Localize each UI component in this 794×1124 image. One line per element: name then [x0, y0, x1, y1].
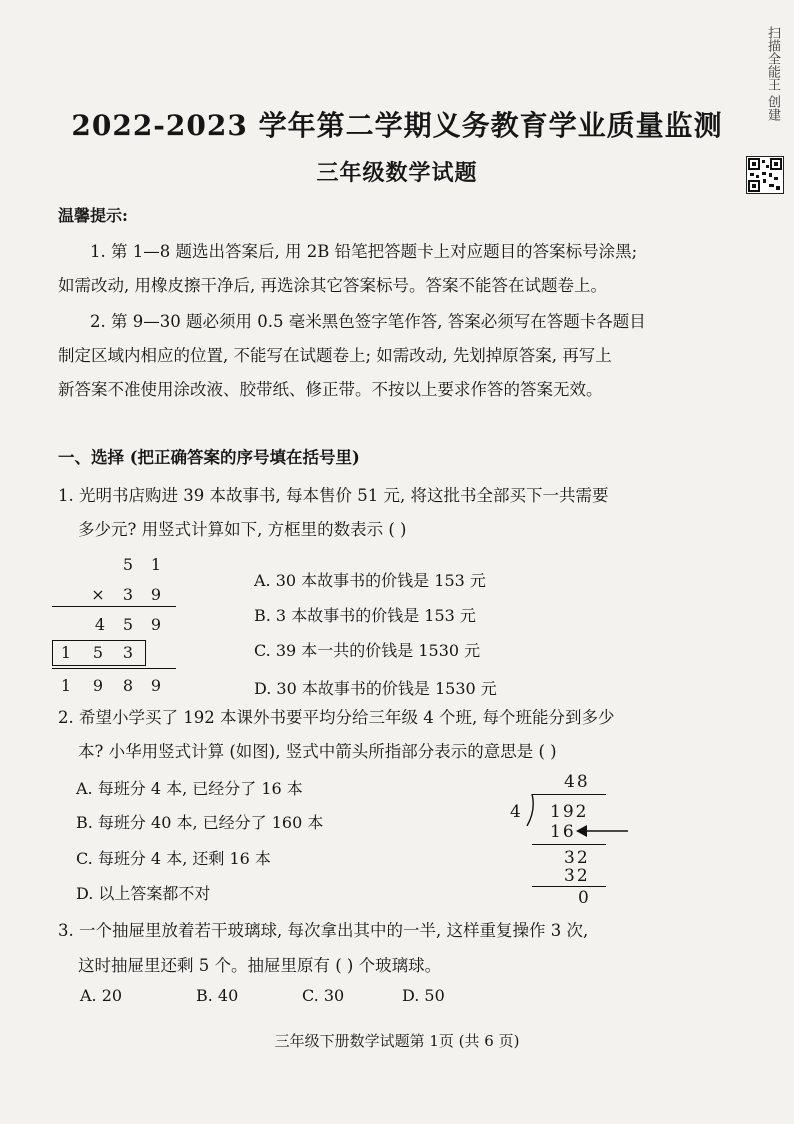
arrow-left-icon — [574, 822, 630, 840]
division-quotient: 48 — [564, 772, 590, 792]
division-bar — [532, 794, 606, 795]
page-footer: 三年级下册数学试题第 1页 (共 6 页) — [274, 1032, 520, 1050]
division-remainder: 0 — [578, 888, 589, 908]
division-step-1: 16 — [550, 822, 576, 842]
q3-option-d: D. 50 — [402, 986, 445, 1005]
q1-calc-rule — [52, 668, 176, 669]
q1-stem-line-1: 1. 光明书店购进 39 本故事书, 每本售价 51 元, 将这批书全部买下一共需要 — [58, 486, 609, 505]
tips-heading: 温馨提示: — [58, 206, 128, 225]
q3-option-a: A. 20 — [80, 986, 123, 1005]
q1-calc-digit: 3 — [122, 643, 134, 662]
q1-calc-digit: 5 — [122, 555, 134, 574]
q1-stem-line-2: 多少元? 用竖式计算如下, 方框里的数表示 ( ) — [78, 520, 407, 539]
q3-stem-line-2: 这时抽屉里还剩 5 个。抽屉里原有 ( ) 个玻璃球。 — [78, 956, 442, 975]
tip-1-line-1: 1. 第 1—8 题选出答案后, 用 2B 铅笔把答题卡上对应题目的答案标号涂黑; — [90, 242, 638, 261]
q1-option-d: D. 30 本故事书的价钱是 1530 元 — [254, 679, 497, 698]
q1-calc-digit: 5 — [92, 643, 104, 662]
q1-calc-digit: 3 — [122, 585, 134, 604]
division-divisor: 4 — [510, 802, 521, 822]
q1-option-c: C. 39 本一共的价钱是 1530 元 — [254, 641, 481, 660]
q3-stem-line-1: 3. 一个抽屉里放着若干玻璃球, 每次拿出其中的一半, 这样重复操作 3 次, — [58, 921, 589, 940]
q3-option-c: C. 30 — [302, 986, 345, 1005]
division-dividend: 192 — [550, 802, 589, 822]
q1-calc-digit: 9 — [150, 676, 162, 695]
q2-option-b: B. 每班分 40 本, 已经分了 160 本 — [76, 813, 324, 832]
exam-title: 2022-2023 学年第二学期义务教育学业质量监测 — [71, 109, 723, 142]
q1-calc-digit: 8 — [122, 676, 134, 695]
division-bracket — [524, 794, 538, 826]
q1-calc-digit: 1 — [60, 676, 72, 695]
q1-calc-digit: 9 — [150, 615, 162, 634]
q1-calc-digit: 1 — [150, 555, 162, 574]
exam-subtitle: 三年级数学试题 — [316, 160, 478, 186]
q2-option-c: C. 每班分 4 本, 还剩 16 本 — [76, 849, 271, 868]
q1-calc-digit: 4 — [94, 615, 106, 634]
q1-calc-digit: 9 — [150, 585, 162, 604]
q1-calc-operator: × — [91, 585, 105, 604]
q1-calc-digit: 1 — [60, 643, 72, 662]
scanner-watermark: 扫描全能王 创建 — [765, 26, 780, 122]
tip-1-line-2: 如需改动, 用橡皮擦干净后, 再选涂其它答案标号。答案不能答在试题卷上。 — [58, 276, 607, 295]
q2-stem-line-2: 本? 小华用竖式计算 (如图), 竖式中箭头所指部分表示的意思是 ( ) — [78, 742, 557, 761]
tip-2-line-2: 制定区域内相应的位置, 不能写在试题卷上; 如需改动, 先划掉原答案, 再写上 — [58, 346, 612, 365]
division-step-3: 32 — [564, 866, 590, 886]
division-rule — [532, 844, 606, 845]
q1-calc-rule — [52, 606, 176, 607]
division-step-2: 32 — [564, 848, 590, 868]
q1-calc-digit: 9 — [92, 676, 104, 695]
q2-stem-line-1: 2. 希望小学买了 192 本课外书要平均分给三年级 4 个班, 每个班能分到多少 — [58, 708, 615, 727]
tip-2-line-1: 2. 第 9—30 题必须用 0.5 毫米黑色签字笔作答, 答案必须写在答题卡各题目 — [90, 312, 646, 331]
q2-option-a: A. 每班分 4 本, 已经分了 16 本 — [76, 779, 303, 798]
q1-option-b: B. 3 本故事书的价钱是 153 元 — [254, 606, 476, 625]
tip-2-line-3: 新答案不准使用涂改液、胶带纸、修正带。不按以上要求作答的答案无效。 — [58, 380, 603, 399]
section-heading-choice: 一、选择 (把正确答案的序号填在括号里) — [58, 448, 360, 467]
q1-calc-digit: 5 — [122, 615, 134, 634]
q3-option-b: B. 40 — [196, 986, 239, 1005]
division-rule — [532, 886, 606, 887]
q1-option-a: A. 30 本故事书的价钱是 153 元 — [254, 571, 486, 590]
q2-option-d: D. 以上答案都不对 — [76, 884, 211, 903]
